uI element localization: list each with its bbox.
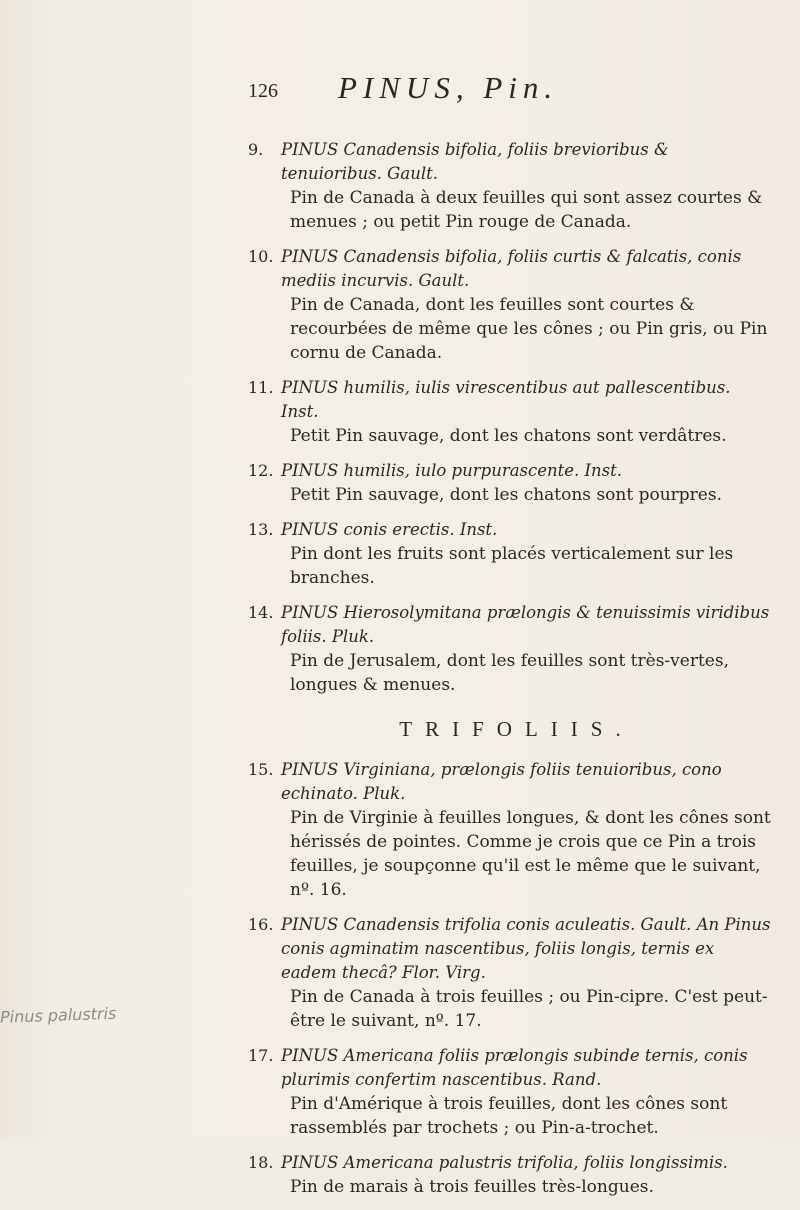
entry-number: 18. <box>248 1153 274 1172</box>
latin-name: PINUS Americana palustris trifolia, foliis longissimis. <box>281 1153 728 1172</box>
species-entry-9 <box>248 138 773 234</box>
species-entry-15 <box>248 758 773 902</box>
french-description: Pin de Canada à deux feuilles qui sont assez courtes & menues ; ou petit Pin rouge de Canada. <box>290 188 763 232</box>
french-description: Pin dont les fruits sont placés verticalement sur les branches. <box>290 544 734 588</box>
species-entry-10 <box>248 245 773 365</box>
species-list <box>248 138 773 1210</box>
section-heading-trifoliis: TRIFOLIIS. <box>399 717 634 741</box>
species-entry-12 <box>248 459 773 507</box>
species-entry-13 <box>248 518 773 590</box>
latin-name: PINUS Hierosolymitana prælongis & tenuissimis viridibus foliis. Pluk. <box>281 603 770 646</box>
page-number: 126 <box>248 80 278 102</box>
french-description: Pin de marais à trois feuilles très-longues. <box>290 1177 654 1197</box>
entry-number: 10. <box>248 247 274 266</box>
running-title: PINUS, Pin. <box>338 70 559 105</box>
entry-number: 15. <box>248 760 274 779</box>
french-description: Pin d'Amérique à trois feuilles, dont les cônes sont rassemblés par trochets ; ou Pin-a-trochet. <box>290 1094 728 1138</box>
species-entry-14 <box>248 601 773 697</box>
species-entry-18 <box>248 1151 773 1199</box>
french-description: Petit Pin sauvage, dont les chatons sont verdâtres. <box>290 426 727 446</box>
latin-name: PINUS Americana foliis prælongis subinde ternis, conis plurimis confertim nascentibus. Rand. <box>281 1046 748 1089</box>
latin-name: PINUS Canadensis trifolia conis aculeatis. Gault. An Pinus conis agminatim nascentibus, foliis longis, ternis ex eadem thecâ? Flor. Virg. <box>281 915 771 982</box>
entry-number: 13. <box>248 520 274 539</box>
species-entry-16 <box>248 913 773 1033</box>
latin-name: PINUS conis erectis. Inst. <box>281 520 498 539</box>
french-description: Pin de Virginie à feuilles longues, & dont les cônes sont hérissés de pointes. Comme je crois que ce Pin a trois feuilles, je soupçonne qu'il est le même que le suivant, nº. 16. <box>290 808 771 900</box>
entry-number: 9. <box>248 140 264 159</box>
entry-number: 17. <box>248 1046 274 1065</box>
entry-number: 11. <box>248 378 274 397</box>
handwritten-margin-note: Pinus palustris <box>0 1003 117 1027</box>
latin-name: PINUS humilis, iulo purpurascente. Inst. <box>281 461 623 480</box>
latin-name: PINUS humilis, iulis virescentibus aut pallescentibus. Inst. <box>281 378 731 421</box>
page-header <box>248 70 768 114</box>
french-description: Pin de Canada, dont les feuilles sont courtes & recourbées de même que les cônes ; ou Pin gris, ou Pin cornu de Canada. <box>290 295 768 363</box>
french-description: Pin de Jerusalem, dont les feuilles sont très-vertes, longues & menues. <box>290 651 729 695</box>
latin-name: PINUS Canadensis bifolia, foliis curtis & falcatis, conis mediis incurvis. Gault. <box>281 247 742 290</box>
latin-name: PINUS Virginiana, prælongis foliis tenuioribus, cono echinato. Pluk. <box>281 760 722 803</box>
species-entry-17 <box>248 1044 773 1140</box>
species-entry-11 <box>248 376 773 448</box>
french-description: Pin de Canada à trois feuilles ; ou Pin-cipre. C'est peut-être le suivant, nº. 17. <box>290 987 768 1031</box>
entry-number: 14. <box>248 603 274 622</box>
french-description: Petit Pin sauvage, dont les chatons sont pourpres. <box>290 485 722 505</box>
entry-number: 16. <box>248 915 274 934</box>
latin-name: PINUS Canadensis bifolia, foliis brevioribus & tenuioribus. Gault. <box>281 140 669 183</box>
entry-number: 12. <box>248 461 274 480</box>
